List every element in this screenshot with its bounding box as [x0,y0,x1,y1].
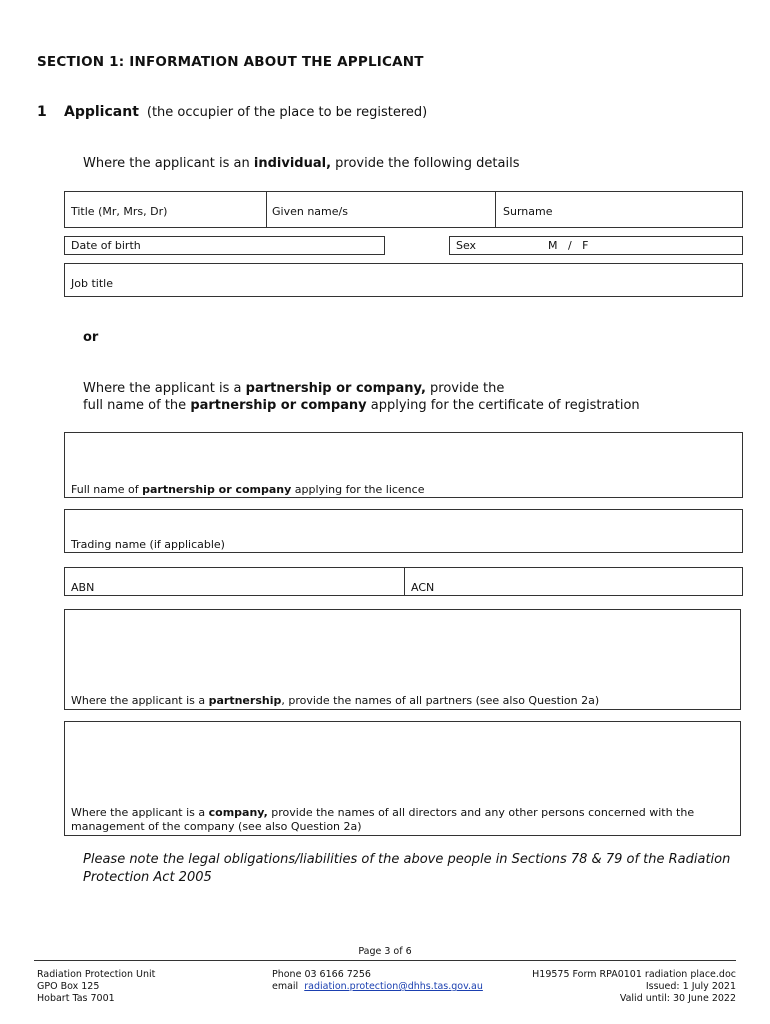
partners-bold: partnership [208,694,282,707]
directors-post: provide the names of all directors and any other persons concerned with the management of the company (see also Question 2a) [71,806,695,833]
footer-city: Hobart Tas 7001 [37,993,115,1004]
title-field-label: Title (Mr, Mrs, Dr) [71,205,168,218]
legal-note: Please note the legal obligations/liabilities of the above people in Sections 78 & 79 of the Radiation Protection Act 2005 [83,852,731,885]
sex-field[interactable] [449,236,743,255]
footer-divider [34,960,736,961]
job-title-field-label: Job title [71,277,113,290]
directors-bold: company, [208,806,268,819]
company-name-field[interactable] [64,432,743,498]
name-row-divider-2 [495,192,496,227]
dob-field-label: Date of birth [71,239,141,252]
sex-field-label: Sex [456,239,477,252]
company-name-bold: partnership or company [142,483,292,496]
individual-intro-pre: Where the applicant is an [83,156,254,171]
name-row[interactable] [64,191,743,228]
acn-field-label: ACN [411,581,435,594]
trading-name-field[interactable] [64,509,743,553]
footer-issued: Issued: 1 July 2021 [645,981,736,992]
footer-phone: Phone 03 6166 7256 [272,969,371,980]
abn-acn-divider [404,568,405,595]
company-intro2-pre: full name of the [83,398,191,413]
footer-address [37,969,155,1005]
company-intro-line-2 [83,397,640,415]
abn-acn-row[interactable] [64,567,743,596]
individual-intro-post: provide the following details [331,156,520,171]
page-number: Page 3 of 6 [358,946,412,957]
individual-intro-bold: individual, [253,156,332,171]
abn-field-label: ABN [71,581,95,594]
company-intro2-post: applying for the certificate of registration [366,398,640,413]
company-name-post: applying for the licence [291,483,425,496]
company-name-field-label [71,483,424,497]
footer-form-id: H19575 Form RPA0101 radiation place.doc [532,969,736,980]
footer-unit: Radiation Protection Unit [37,969,156,980]
footer-contact [272,969,483,993]
partners-field[interactable] [64,609,741,710]
footer-email-label: email [272,981,305,992]
question-title-bold: Applicant [64,104,139,120]
directors-pre: Where the applicant is a [71,806,209,819]
section-title: SECTION 1: INFORMATION ABOUT THE APPLICANT [37,54,424,70]
company-intro2-bold: partnership or company [190,398,367,413]
company-intro-line-1 [83,380,504,398]
footer-form-info [532,969,736,1005]
sex-options[interactable]: M / F [548,239,589,252]
footer-email-link[interactable]: radiation.protection@dhhs.tas.gov.au [304,981,483,992]
footer-valid: Valid until: 30 June 2022 [619,993,736,1004]
partners-pre: Where the applicant is a [71,694,209,707]
trading-name-field-label: Trading name (if applicable) [71,538,225,551]
company-name-pre: Full name of [71,483,143,496]
question-title [64,104,427,120]
footer-box: GPO Box 125 [37,981,100,992]
individual-intro [83,155,519,173]
directors-field-label [71,806,711,834]
partners-field-label [71,694,599,708]
company-intro1-pre: Where the applicant is a [83,381,246,396]
given-name-field-label: Given name/s [272,205,348,218]
dob-field[interactable] [64,236,385,255]
footer-email-line [272,981,483,993]
directors-field[interactable] [64,721,741,836]
company-intro1-post: provide the [425,381,505,396]
name-row-divider-1 [266,192,267,227]
surname-field-label: Surname [503,205,553,218]
company-intro1-bold: partnership or company, [245,381,426,396]
question-note: (the occupier of the place to be registered) [146,105,428,120]
or-separator: or [83,330,99,345]
question-number: 1 [37,104,47,120]
job-title-field[interactable] [64,263,743,297]
partners-post: , provide the names of all partners (see also Question 2a) [281,694,600,707]
